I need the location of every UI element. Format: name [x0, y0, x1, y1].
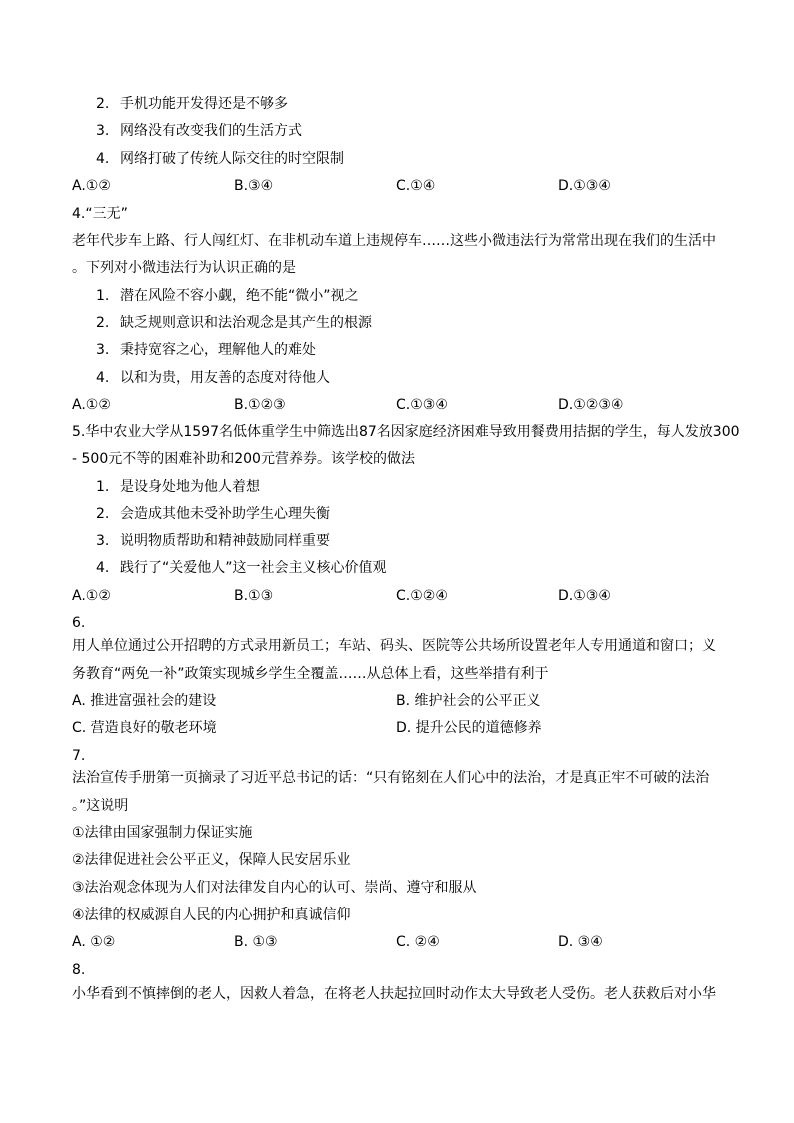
q6-option-b: B. 维护社会的公平正义 [396, 693, 541, 709]
item-number: 2. [96, 506, 110, 522]
item-text: 是设身处地为他人着想 [120, 479, 260, 495]
q7-option-b: B. ①③ [234, 934, 278, 950]
q7-item-2: ②法律促进社会公平正义，保障人民安居乐业 [72, 852, 351, 868]
q5-item-2 [96, 504, 330, 524]
q6-stem-line-1: 用人单位通过公开招聘的方式录用新员工；车站、码头、医院等公共场所设置老年人专用通道和窗口；义 [72, 638, 716, 654]
q4-option-c: C.①③④ [396, 397, 448, 413]
q6-heading: 6. [72, 615, 86, 631]
q7-item-1: ①法律由国家强制力保证实施 [72, 825, 253, 841]
q6-option-c: C. 营造良好的敬老环境 [72, 720, 217, 736]
q5-item-4 [96, 558, 387, 578]
item-text: 践行了“关爱他人”这一社会主义核心价值观 [120, 560, 387, 576]
item-text: 潜在风险不容小觑，绝不能“微小”视之 [120, 288, 359, 304]
q7-option-c: C. ②④ [396, 934, 440, 950]
item-number: 3. [96, 123, 110, 139]
q5-stem-line-1: 5.华中农业大学从1597名低体重学生中筛选出87名因家庭经济困难导致用餐费用拮据的学生，每人发放300 [72, 424, 740, 440]
q5-item-3 [96, 531, 330, 551]
q3-item-3 [96, 121, 302, 141]
q6-option-a: A. 推进富强社会的建设 [72, 693, 217, 709]
q7-option-d: D. ③④ [558, 934, 603, 950]
item-number: 4. [96, 560, 110, 576]
q4-item-3 [96, 340, 316, 360]
q3-item-2 [96, 94, 288, 114]
q8-stem-line-1: 小华看到不慎摔倒的老人，因救人着急，在将老人扶起拉回时动作太大导致老人受伤。老人获救后对小华 [72, 986, 716, 1002]
item-text: 网络打破了传统人际交往的时空限制 [120, 151, 344, 167]
q6-stem-line-2: 务教育“两免一补”政策实现城乡学生全覆盖……从总体上看，这些举措有利于 [72, 666, 549, 682]
q5-option-a: A.①② [72, 588, 111, 604]
q7-stem-line-2: 。”这说明 [72, 798, 129, 814]
q5-option-c: C.①②④ [396, 588, 448, 604]
item-number: 2. [96, 315, 110, 331]
item-text: 秉持宽容之心，理解他人的难处 [120, 342, 316, 358]
q4-item-4 [96, 368, 330, 388]
q4-option-d: D.①②③④ [558, 397, 624, 413]
q3-option-a: A.①② [72, 178, 111, 194]
q4-option-a: A.①② [72, 397, 111, 413]
q3-item-4 [96, 149, 344, 169]
item-number: 4. [96, 151, 110, 167]
q4-item-2 [96, 313, 372, 333]
item-number: 4. [96, 370, 110, 386]
q5-option-b: B.①③ [234, 588, 274, 604]
q6-option-d: D. 提升公民的道德修养 [396, 720, 542, 736]
q7-heading: 7. [72, 748, 86, 764]
q3-option-b: B.③④ [234, 178, 274, 194]
q7-stem-line-1: 法治宣传手册第一页摘录了习近平总书记的话：“只有铭刻在人们心中的法治，才是真正牢不可破的法治 [72, 770, 710, 786]
item-number: 3. [96, 533, 110, 549]
q5-item-1 [96, 477, 260, 497]
q7-option-a: A. ①② [72, 934, 116, 950]
item-text: 会造成其他未受补助学生心理失衡 [120, 506, 330, 522]
q8-heading: 8. [72, 962, 86, 978]
q3-option-c: C.①④ [396, 178, 436, 194]
item-number: 2. [96, 96, 110, 112]
q4-option-b: B.①②③ [234, 397, 286, 413]
item-number: 1. [96, 288, 110, 304]
q5-stem-line-2: - 500元不等的困难补助和200元营养券。该学校的做法 [72, 451, 415, 467]
item-text: 网络没有改变我们的生活方式 [120, 123, 302, 139]
q7-item-4: ④法律的权威源自人民的内心拥护和真诚信仰 [72, 907, 351, 923]
q4-heading: 4.“三无” [72, 206, 128, 222]
item-number: 3. [96, 342, 110, 358]
q4-stem-line-1: 老年代步车上路、行人闯红灯、在非机动车道上违规停车……这些小微违法行为常常出现在我们的生活中 [72, 233, 716, 249]
q5-option-d: D.①③④ [558, 588, 611, 604]
item-number: 1. [96, 479, 110, 495]
q7-item-3: ③法治观念体现为人们对法律发自内心的认可、崇尚、遵守和服从 [72, 880, 477, 896]
q3-option-d: D.①③④ [558, 178, 611, 194]
item-text: 以和为贵，用友善的态度对待他人 [120, 370, 330, 386]
q4-stem-line-2: 。下列对小微违法行为认识正确的是 [72, 260, 296, 276]
q4-item-1 [96, 286, 359, 306]
item-text: 手机功能开发得还是不够多 [120, 96, 288, 112]
item-text: 缺乏规则意识和法治观念是其产生的根源 [120, 315, 372, 331]
item-text: 说明物质帮助和精神鼓励同样重要 [120, 533, 330, 549]
